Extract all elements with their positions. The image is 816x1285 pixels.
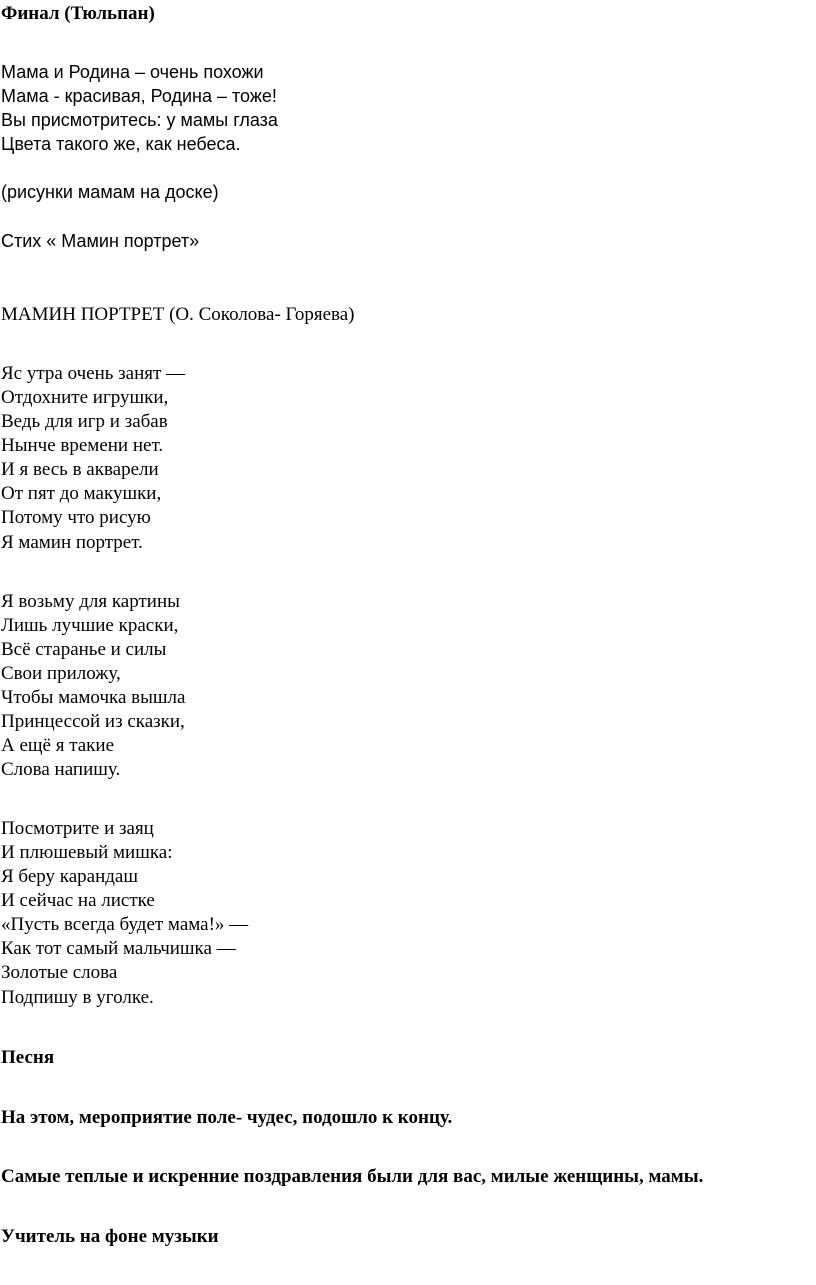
poem-line: Я возьму для картины [1,591,180,612]
greeting-line: Самые теплые и искренние поздравления были для вас, милые женщины, мамы. [1,1166,704,1187]
poem-line: Слова напишу. [1,759,121,780]
teacher-line: Учитель на фоне музыки [1,1226,219,1247]
stage-note: (рисунки мамам на доске) [1,182,219,202]
intro-line: Цвета такого же, как небеса. [1,134,241,154]
poem-line: «Пусть всегда будет мама!» — [1,914,249,935]
intro-line: Мама и Родина – очень похожи [1,62,264,82]
poem-line: Лишь лучшие краски, [1,615,179,636]
poem-line: Я мамин портрет. [1,532,143,553]
poem-line: Всё старанье и силы [1,639,167,660]
poem-line: Отдохните игрушки, [1,387,169,408]
poem-line: Посмотрите и заяц [1,818,154,839]
poem-line: Свои приложу, [1,663,121,684]
poem-line: И плюшевый мишка: [1,842,173,863]
poem-line: Яс утра очень занят — [1,363,186,384]
poem-line: И я весь в акварели [1,459,159,480]
intro-line: Мама - красивая, Родина – тоже! [1,86,277,106]
poem-line: Золотые слова [1,962,118,983]
poem-line: Как тот самый мальчишка — [1,938,236,959]
poem-line: Подпишу в уголке. [1,987,154,1008]
section-heading: Финал (Тюльпан) [1,3,155,24]
poem-title: МАМИН ПОРТРЕТ (О. Соколова- Горяева) [1,304,355,325]
poem-line: Принцессой из сказки, [1,711,185,732]
poem-intro: Стих « Мамин портрет» [1,231,200,251]
poem-line: Я беру карандаш [1,866,138,887]
poem-line: Потому что рисую [1,507,151,528]
poem-line: Чтобы мамочка вышла [1,687,186,708]
poem-line: Ведь для игр и забав [1,411,168,432]
song-heading: Песня [1,1047,55,1068]
poem-line: А ещё я такие [1,735,115,756]
closing-line: На этом, мероприятие поле- чудес, подошло к концу. [1,1107,453,1128]
poem-line: От пят до макушки, [1,483,162,504]
poem-line: И сейчас на листке [1,890,155,911]
intro-line: Вы присмотритесь: у мамы глаза [1,110,278,130]
poem-line: Нынче времени нет. [1,435,164,456]
